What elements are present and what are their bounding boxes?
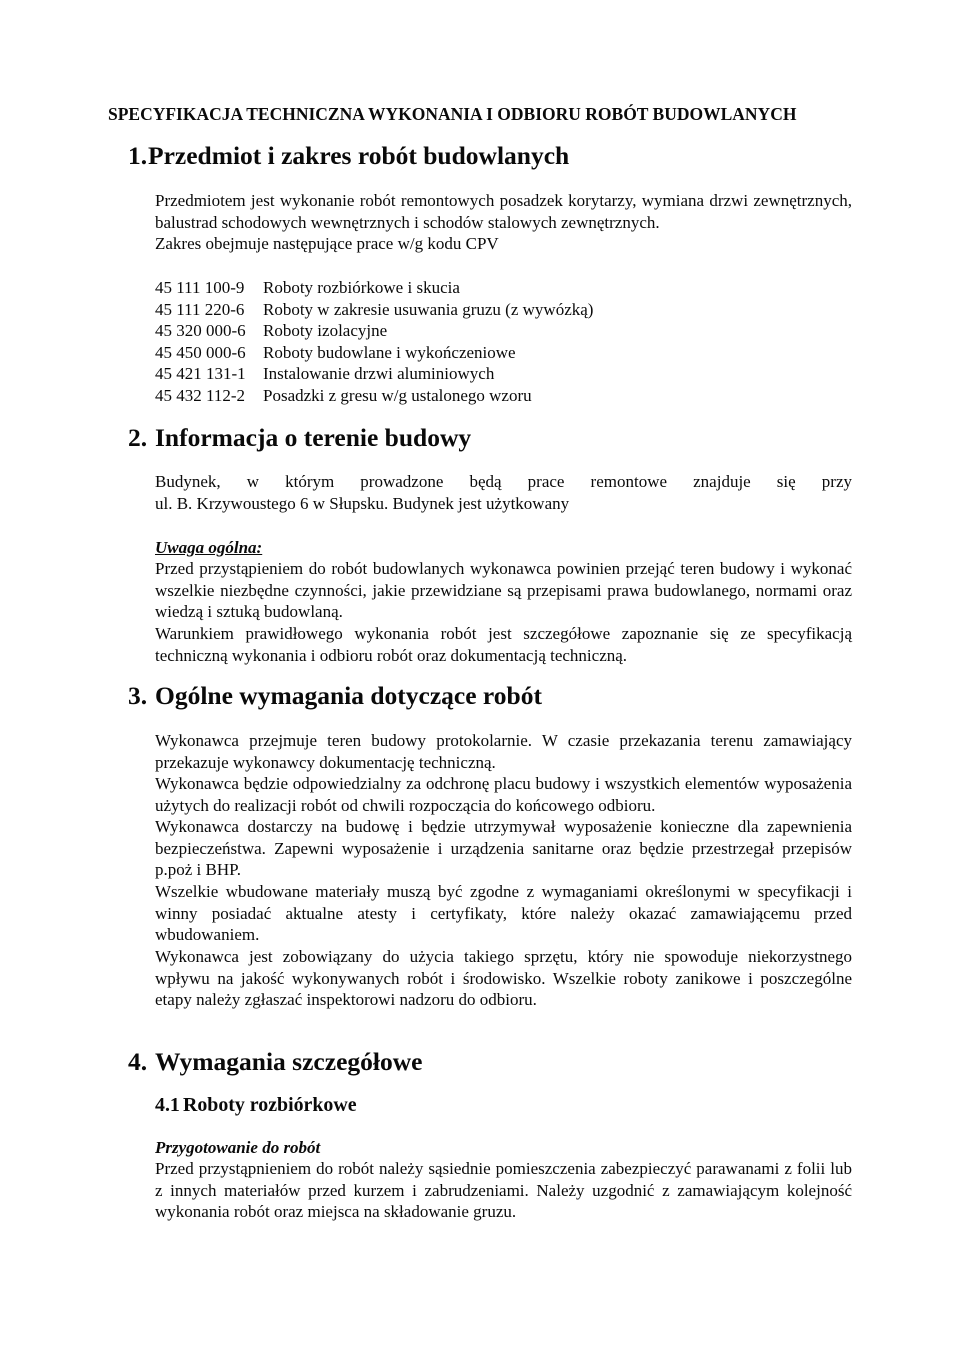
section-3-heading [128, 681, 542, 710]
section-1-scope-line: Zakres obejmuje następujące prace w/g kodu CPV [155, 234, 499, 253]
section-1-number: 1. [128, 141, 148, 170]
cpv-item [155, 320, 593, 342]
cpv-item [155, 299, 593, 321]
section-1-heading [128, 141, 570, 170]
cpv-desc: Roboty budowlane i wykończeniowe [263, 342, 516, 362]
general-note-label: Uwaga ogólna: [155, 538, 263, 557]
cpv-desc: Instalowanie drzwi aluminiowych [263, 364, 495, 384]
cpv-desc: Roboty w zakresie usuwania gruzu (z wywózką) [263, 299, 594, 319]
preparation-label: Przygotowanie do robót [155, 1138, 321, 1157]
section-1-title: Przedmiot i zakres robót budowlanych [148, 141, 570, 170]
subsection-4-1-title: Roboty rozbiórkowe [183, 1094, 357, 1116]
general-note-p1: Przed przystąpieniem do robót budowlanych wykonawca powinien przejąć teren budowy i wykonać wszelkie niezbędne czynności, jakie przewidziane są przepisami prawa budowlanego, normami oraz wiedzą i sztuką budowlaną. [155, 559, 852, 621]
section-3-p5: Wykonawca jest zobowiązany do użycia takiego sprzętu, który nie spowoduje niekorzystnego wpływu na jakość wykonywanych robót i środowisko. Wszelkie roboty zanikowe i poszczególne etapy należy zgłaszać inspektorowi nadzoru do odbioru. [155, 947, 852, 1009]
section-4-heading [128, 1047, 423, 1076]
cpv-item [155, 363, 593, 385]
document-title: SPECYFIKACJA TECHNICZNA WYKONANIA I ODBIORU ROBÓT BUDOWLANYCH [108, 104, 797, 124]
cpv-code: 45 111 220-6 [155, 299, 245, 319]
section-2-title: Informacja o terenie budowy [155, 423, 472, 452]
cpv-item [155, 385, 593, 407]
section-4-title: Wymagania szczegółowe [155, 1047, 423, 1076]
section-4-number: 4. [128, 1047, 148, 1076]
section-2-text-line1: Budynek, w którym prowadzone będą prace remontowe znajduje się przy [155, 472, 852, 491]
cpv-desc: Roboty izolacyjne [263, 321, 388, 341]
cpv-item [155, 342, 593, 364]
cpv-code: 45 432 112-2 [155, 385, 246, 405]
section-3-number: 3. [128, 681, 148, 710]
subsection-4-1-number: 4.1 [155, 1094, 180, 1116]
section-3-p4: Wszelkie wbudowane materiały muszą być zgodne z wymaganiami określonymi w specyfikacji i winny posiadać aktualne atesty i certyfikaty, które należy okazać zamawiającemu przed wbudowaniem. [155, 882, 852, 944]
section-2-number: 2. [128, 423, 148, 452]
cpv-code: 45 111 100-9 [155, 278, 245, 297]
section-2-heading [128, 423, 472, 452]
cpv-desc: Roboty rozbiórkowe i skucia [263, 278, 460, 297]
section-2-text-line2: ul. B. Krzywoustego 6 w Słupsku. Budynek jest użytkowany [155, 494, 570, 513]
section-3-p3: Wykonawca dostarczy na budowę i będzie utrzymywał wyposażenie konieczne dla zapewnienia bezpieczeństwa. Zapewni wyposażenie i urządzenia sanitarne oraz będzie przestrzegał przepisów p.poż i BHP. [155, 817, 852, 879]
cpv-code: 45 320 000-6 [155, 321, 246, 341]
subsection-4-1-heading [155, 1095, 357, 1116]
preparation-text: Przed przystąpnieniem do robót należy sąsiednie pomieszczenia zabezpieczyć parawanami z folii lub z innych materiałów przed kurzem i zabrudzeniami. Należy uzgodnić z zamawiającym kolejność wykonania robót oraz miejsca na składowanie gruzu. [155, 1159, 852, 1221]
cpv-code: 45 421 131-1 [155, 364, 246, 384]
cpv-list [155, 277, 593, 407]
section-3-p2: Wykonawca będzie odpowiedzialny za odchronę placu budowy i wszystkich elementów wyposażenia użytych do realizacji robót od chwili rozpoczącia do końcowego odbioru. [155, 774, 852, 815]
cpv-code: 45 450 000-6 [155, 342, 246, 362]
section-3-title: Ogólne wymagania dotyczące robót [155, 681, 542, 710]
section-3-p1: Wykonawca przejmuje teren budowy protokolarnie. W czasie przekazania terenu zamawiający przekazuje wykonawcy dokumentację techniczną. [155, 731, 852, 772]
cpv-desc: Posadzki z gresu w/g ustalonego wzoru [263, 385, 532, 405]
general-note-p2: Warunkiem prawidłowego wykonania robót jest szczegółowe zapoznanie się ze specyfikacją techniczną wykonania i odbioru robót oraz dokumentacją techniczną. [155, 624, 852, 665]
cpv-item [155, 277, 593, 299]
section-1-intro: Przedmiotem jest wykonanie robót remontowych posadzek korytarzy, wymiana drzwi zewnętrznych, balustrad schodowych wewnętrznych i schodów stalowych zewnętrznych. [155, 191, 852, 232]
